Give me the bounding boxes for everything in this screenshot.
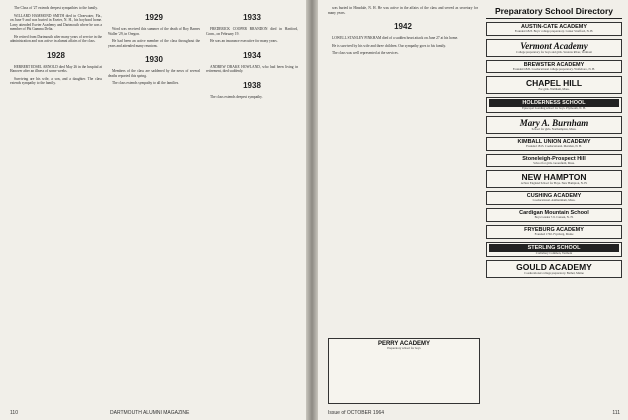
column-text: The class was well represented at the services. [332,51,399,55]
issue-footer: Issue of OCTOBER 1964 [328,410,385,416]
column-text: The class extends sympathy to all the families. [112,81,180,85]
column-text: HERBERT EDSEL ARNOLD died May 26 in the hospital at Hanover after an illness of some weeks. [10,64,102,73]
class-year-heading: 1930 [145,55,163,64]
running-footer: DARTMOUTH ALUMNI MAGAZINE [110,410,190,416]
column-text: Word was received this summer of the death of Roy Barnes Waller '29, in Oregon. [108,27,200,36]
column-text: He had been an active member of the class throughout the years and attended many reunions. [108,39,200,48]
column-text: LOWELL STANLEY PINKHAM died of a sudden heart attack on June 27 at his home. [332,36,459,40]
ad-body-text: Boys Grades 7-9. Canaan, N. H. [534,214,574,219]
school-ad [486,137,622,151]
class-year-heading: 1928 [47,50,65,60]
class-year-heading: 1929 [145,13,163,22]
column-text: Members of the class are saddened by the news of several deaths reported this spring. [108,69,200,78]
ad-school-name: PERRY ACADEMY [377,341,431,347]
school-ad [486,116,622,134]
school-ad [486,260,622,278]
ad-body-text: School for girls. Northampton, Mass. [531,126,577,131]
ad-school-name: CUSHING ACADEMY [526,193,582,200]
left-page [0,0,306,420]
column-text: The class extends deepest sympathy. [210,94,263,99]
school-ad [486,97,622,113]
ad-school-name: STERLING SCHOOL [489,244,619,252]
ad-school-name: Cardigan Mountain School [519,209,589,216]
ad-body-text: Preparatory school for boys [387,346,421,350]
school-ad [486,170,622,188]
ad-body-text: Coeducational college preparatory. Bethel, Maine [524,271,584,276]
ad-school-name: GOULD ACADEMY [516,262,592,273]
ad-body-text: Coeducational. Ashburnham, Mass. [532,198,576,203]
column-text: ANDREW DRAKE HOWLAND, who had been living in retirement, died suddenly. [206,64,298,73]
ad-school-name: BREWSTER ACADEMY [523,61,585,68]
column-text: FREDERICK COOPER BRANDON died in Hartford, Conn., on February 19. [206,27,298,36]
class-year-heading: 1933 [243,13,261,22]
ad-school-name: KIMBALL UNION ACADEMY [517,138,591,145]
directory-title: Preparatory School Directory [486,6,622,19]
school-ad [486,225,622,239]
directory-ads [486,22,622,278]
ad-body-text: College preparatory for boys and girls. Saxtons River, Vermont [516,49,592,54]
school-ad [486,76,622,94]
class-year-heading: 1934 [243,50,261,60]
ad-school-name: AUSTIN-CATE ACADEMY [521,24,587,30]
ad-body-text: Founded 1813. Coeducational. Meriden, N. H. [526,143,582,148]
perry-academy-ad [328,338,480,404]
column-text: The Class of '27 extends deepest sympathies to the family. [14,6,98,10]
ad-school-name: Stoneleigh-Prospect Hill [522,155,586,162]
obituary-column-4 [328,6,478,332]
ad-school-name: NEW HAMPTON [521,172,587,183]
class-year-heading: 1938 [243,80,261,90]
school-ad [486,60,622,74]
right-page [318,0,628,420]
school-ad [486,22,622,36]
column-text: WILLARD HAMMOND SMITH died in Clearwater, Fla., on June 9 and was buried in Exeter, N. H., his boyhood home. Larry attended Exeter Academy and Dartmouth where he was a member of Phi Gamma Delta. [10,13,102,31]
column-text: was buried in Hinsdale, N. H. He was active in the affairs of the class and served as secretary for many years. [328,6,478,15]
page-number: 110 [10,410,18,416]
school-ad [486,154,622,168]
ad-body-text: Founded 1792. Fryeburg, Maine [534,231,574,236]
ad-body-text: School for girls. Greenfield, Mass. [533,160,575,165]
ad-body-text: Founded 1823. Boys' college preparatory. Center Strafford, N. H. [514,29,594,33]
school-ad [486,208,622,222]
obituary-column-1 [10,6,102,398]
ad-body-text: Founded 1820. Coeducational college preparatory. Wolfeboro, N. H. [512,66,596,71]
column-text: Surviving are his wife, a son, and a daughter. The class extends sympathy to the family. [10,76,102,85]
school-ad [486,242,622,258]
page-number: 111 [612,410,620,416]
obituary-column-2 [108,6,200,398]
ad-school-name: CHAPEL HILL [525,78,583,89]
ad-body-text: Episcopal boarding school for boys. Plymouth, N. H. [522,106,586,111]
column-text: He was an insurance executive for many years. [210,39,278,43]
ad-body-text: For girls. Waltham, Mass. [538,87,570,92]
ad-school-name: FRYEBURG ACADEMY [524,226,584,233]
obituary-column-3 [206,6,298,398]
ad-school-name: HOLDERNESS SCHOOL [489,99,619,107]
school-ad [486,39,622,57]
column-text: He is survived by his wife and three children. Our sympathy goes to his family. [332,43,446,48]
page-gutter [306,0,318,420]
column-text: He retired from Dartmouth after many years of service in the administration and was active in alumni affairs of the class. [10,34,102,43]
ad-school-name: Mary A. Burnham [519,117,589,128]
class-year-heading: 1942 [394,22,412,31]
school-directory [486,6,622,410]
ad-school-name: Vermont Academy [520,40,588,51]
ad-body-text: A New England School for Boys. New Hampton, N. H. [520,181,588,186]
school-ad [486,191,622,205]
ad-body-text: Craftsbury Common, Vermont [535,250,573,255]
